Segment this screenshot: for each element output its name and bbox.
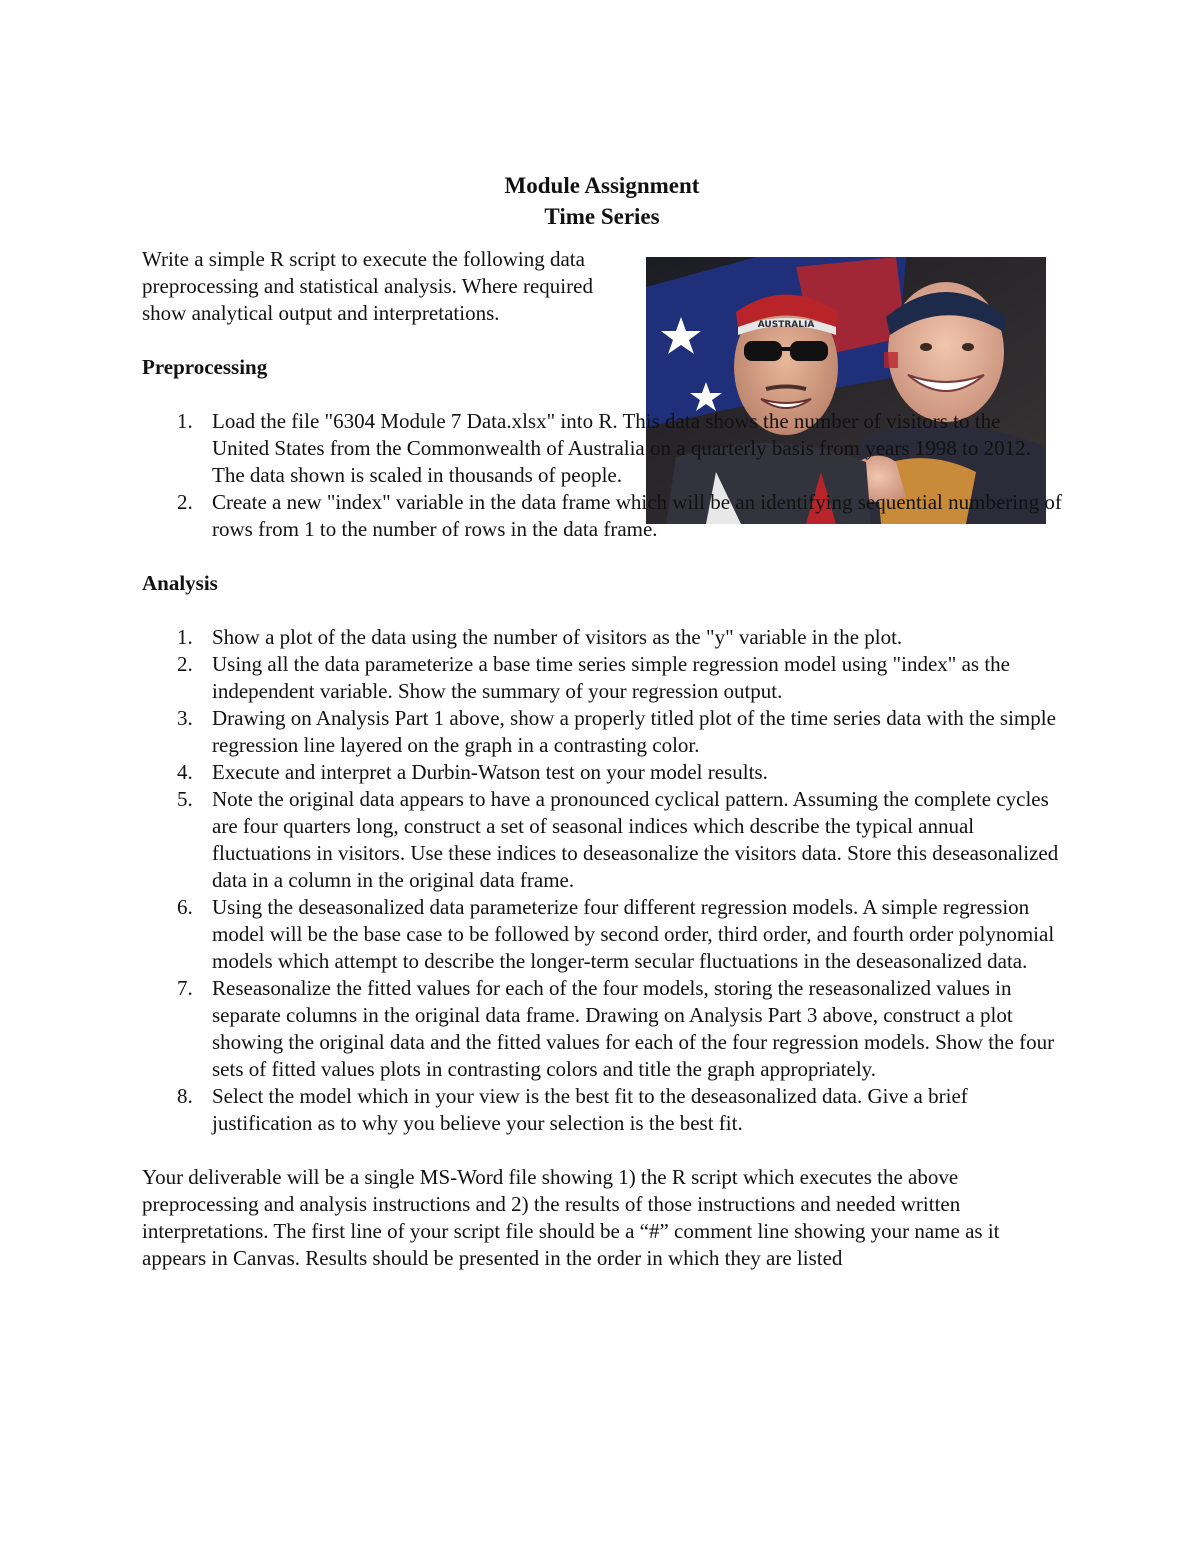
list-item xyxy=(142,408,1062,489)
list-item-text: Reseasonalize the fitted values for each of the four models, storing the reseasonalized values in separate columns in the original data frame. Drawing on Analysis Part 3 above, construct a plot showing the original data and the fitted values for each of the four regression models. Show the four sets of fitted values plots in contrasting colors and title the graph appropriately. xyxy=(212,976,1055,1081)
analysis-heading: Analysis xyxy=(142,571,218,595)
document-title: Module Assignment xyxy=(504,173,700,198)
document-page xyxy=(142,170,1062,1293)
document-subtitle: Time Series xyxy=(544,204,660,229)
headband-text: AUSTRALIA xyxy=(757,320,815,330)
list-number: 2. xyxy=(177,652,193,676)
list-item-text: Select the model which in your view is the best fit to the deseasonalized data. Give a brief justification as to why you believe your selection is the best fit. xyxy=(212,1084,968,1135)
preprocessing-heading: Preprocessing xyxy=(142,355,268,379)
list-item xyxy=(142,786,1062,894)
list-item-text: Drawing on Analysis Part 1 above, show a properly titled plot of the time series data with the simple regression line layered on the graph in a contrasting color. xyxy=(212,706,1056,757)
list-item xyxy=(142,759,1062,786)
list-number: 7. xyxy=(177,976,193,1000)
list-number: 5. xyxy=(177,787,193,811)
deliverable-paragraph: Your deliverable will be a single MS-Word file showing 1) the R script which executes the above preprocessing and analysis instructions and 2) the results of those instructions and needed written interpretations. The first line of your script file should be a “#” comment line showing your name as it appears in Canvas. Results should be presented in the order in which they are listed xyxy=(142,1165,1000,1270)
list-number: 1. xyxy=(177,625,193,649)
list-number: 3. xyxy=(177,706,193,730)
list-number: 8. xyxy=(177,1084,193,1108)
list-item-text: Show a plot of the data using the number of visitors as the "y" variable in the plot. xyxy=(212,625,903,649)
analysis-list xyxy=(142,624,1062,1137)
list-item xyxy=(142,651,1062,705)
list-item xyxy=(142,975,1062,1083)
list-item xyxy=(142,705,1062,759)
list-item xyxy=(142,489,1062,543)
list-item-text: Using the deseasonalized data parameterize four different regression models. A simple regression model will be the base case to be followed by second order, third order, and fourth order polynomial models which attempt to describe the longer-term secular fluctuations in the deseasonalized data. xyxy=(212,895,1055,973)
list-item-text: Load the file "6304 Module 7 Data.xlsx" into R. This data shows the number of visitors to the United States from the Commonwealth of Australia on a quarterly basis from years 1998 to 2012. The data shown is scaled in thousands of people. xyxy=(212,409,1031,487)
list-number: 1. xyxy=(177,409,193,433)
list-item xyxy=(142,624,1062,651)
intro-paragraph: Write a simple R script to execute the following data preprocessing and statistical analysis. Where required show analytical output and interpretations. xyxy=(142,247,593,325)
list-number: 2. xyxy=(177,490,193,514)
list-item-text: Execute and interpret a Durbin-Watson test on your model results. xyxy=(212,760,768,784)
title-block xyxy=(142,170,1062,232)
preprocessing-list xyxy=(142,408,1062,543)
list-item xyxy=(142,1083,1062,1137)
list-item-text: Using all the data parameterize a base time series simple regression model using "index" as the independent variable. Show the summary of your regression output. xyxy=(212,652,1010,703)
list-item-text: Create a new "index" variable in the data frame which will be an identifying sequential numbering of rows from 1 to the number of rows in the data frame. xyxy=(212,490,1062,541)
list-item-text: Note the original data appears to have a pronounced cyclical pattern. Assuming the complete cycles are four quarters long, construct a set of seasonal indices which describe the typical annual fluctuations in visitors. Use these indices to deseasonalize the visitors data. Store this deseasonalized data in a column in the original data frame. xyxy=(212,787,1059,892)
list-number: 6. xyxy=(177,895,193,919)
list-item xyxy=(142,894,1062,975)
list-number: 4. xyxy=(177,760,193,784)
